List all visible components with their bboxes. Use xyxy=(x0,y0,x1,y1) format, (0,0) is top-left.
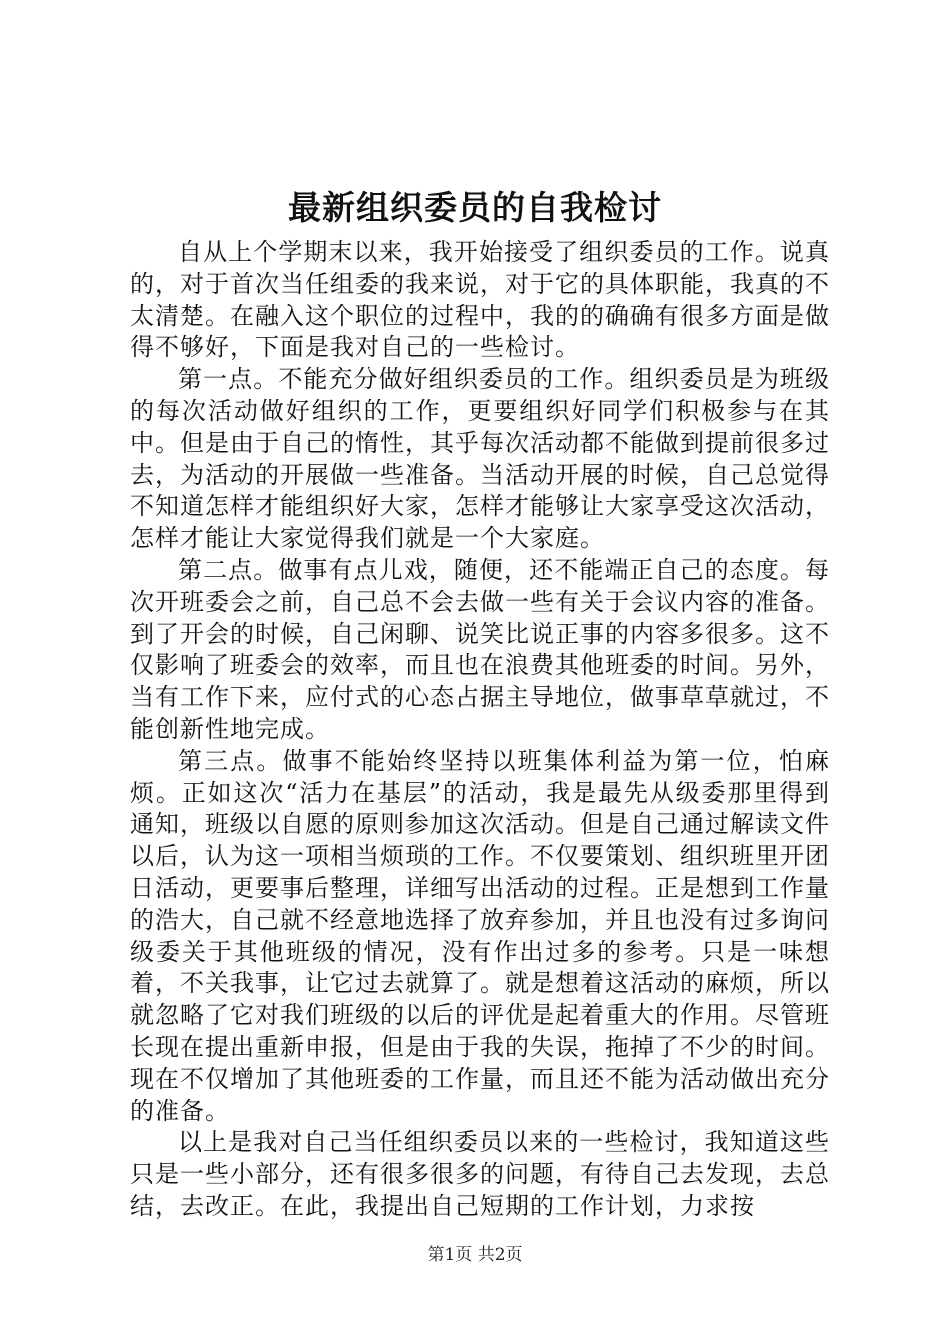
paragraph-point-two: 第二点。做事有点儿戏，随便，还不能端正自己的态度。每次开班委会之前，自己总不会去做一些有关于会议内容的准备。到了开会的时候，自己闲聊、说笑比说正事的内容多很多。这不仅影响了班委会的效率，而且也在浪费其他班委的时间。另外，当有工作下来，应付式的心态占据主导地位，做事草草就过，不能创新性地完成。 xyxy=(130,555,830,743)
paragraph-point-three: 第三点。做事不能始终坚持以班集体利益为第一位，怕麻烦。正如这次“活力在基层”的活动，我是最先从级委那里得到通知，班级以自愿的原则参加这次活动。但是自己通过解读文件以后，认为这一项相当烦琐的工作。不仅要策划、组织班里开团日活动，更要事后整理，详细写出活动的过程。正是想到工作量的浩大，自己就不经意地选择了放弃参加，并且也没有过多询问级委关于其他班级的情况，没有作出过多的参考。只是一味想着，不关我事，让它过去就算了。就是想着这活动的麻烦，所以就忽略了它对我们班级的以后的评优是起着重大的作用。尽管班长现在提出重新申报，但是由于我的失误，拖掉了不少的时间。现在不仅增加了其他班委的工作量，而且还不能为活动做出充分的准备。 xyxy=(130,746,830,1125)
document-body xyxy=(130,237,830,1223)
page-footer: 第1页 共2页 xyxy=(427,1245,523,1265)
paragraph-summary: 以上是我对自己当任组织委员以来的一些检讨，我知道这些只是一些小部分，还有很多很多的问题，有待自己去发现，去总结，去改正。在此，我提出自己短期的工作计划，力求按 xyxy=(130,1128,830,1220)
paragraph-intro: 自从上个学期末以来，我开始接受了组织委员的工作。说真的，对于首次当任组委的我来说，对于它的具体职能，我真的不太清楚。在融入这个职位的过程中，我的的确确有很多方面是做得不够好，下面是我对自己的一些检讨。 xyxy=(130,238,830,362)
paragraph-point-one: 第一点。不能充分做好组织委员的工作。组织委员是为班级的每次活动做好组织的工作，更要组织好同学们积极参与在其中。但是由于自己的惰性，其乎每次活动都不能做到提前很多过去，为活动的开展做一些准备。当活动开展的时候，自己总觉得不知道怎样才能组织好大家，怎样才能够让大家享受这次活动，怎样才能让大家觉得我们就是一个大家庭。 xyxy=(130,365,830,553)
document-title: 最新组织委员的自我检讨 xyxy=(288,188,662,227)
